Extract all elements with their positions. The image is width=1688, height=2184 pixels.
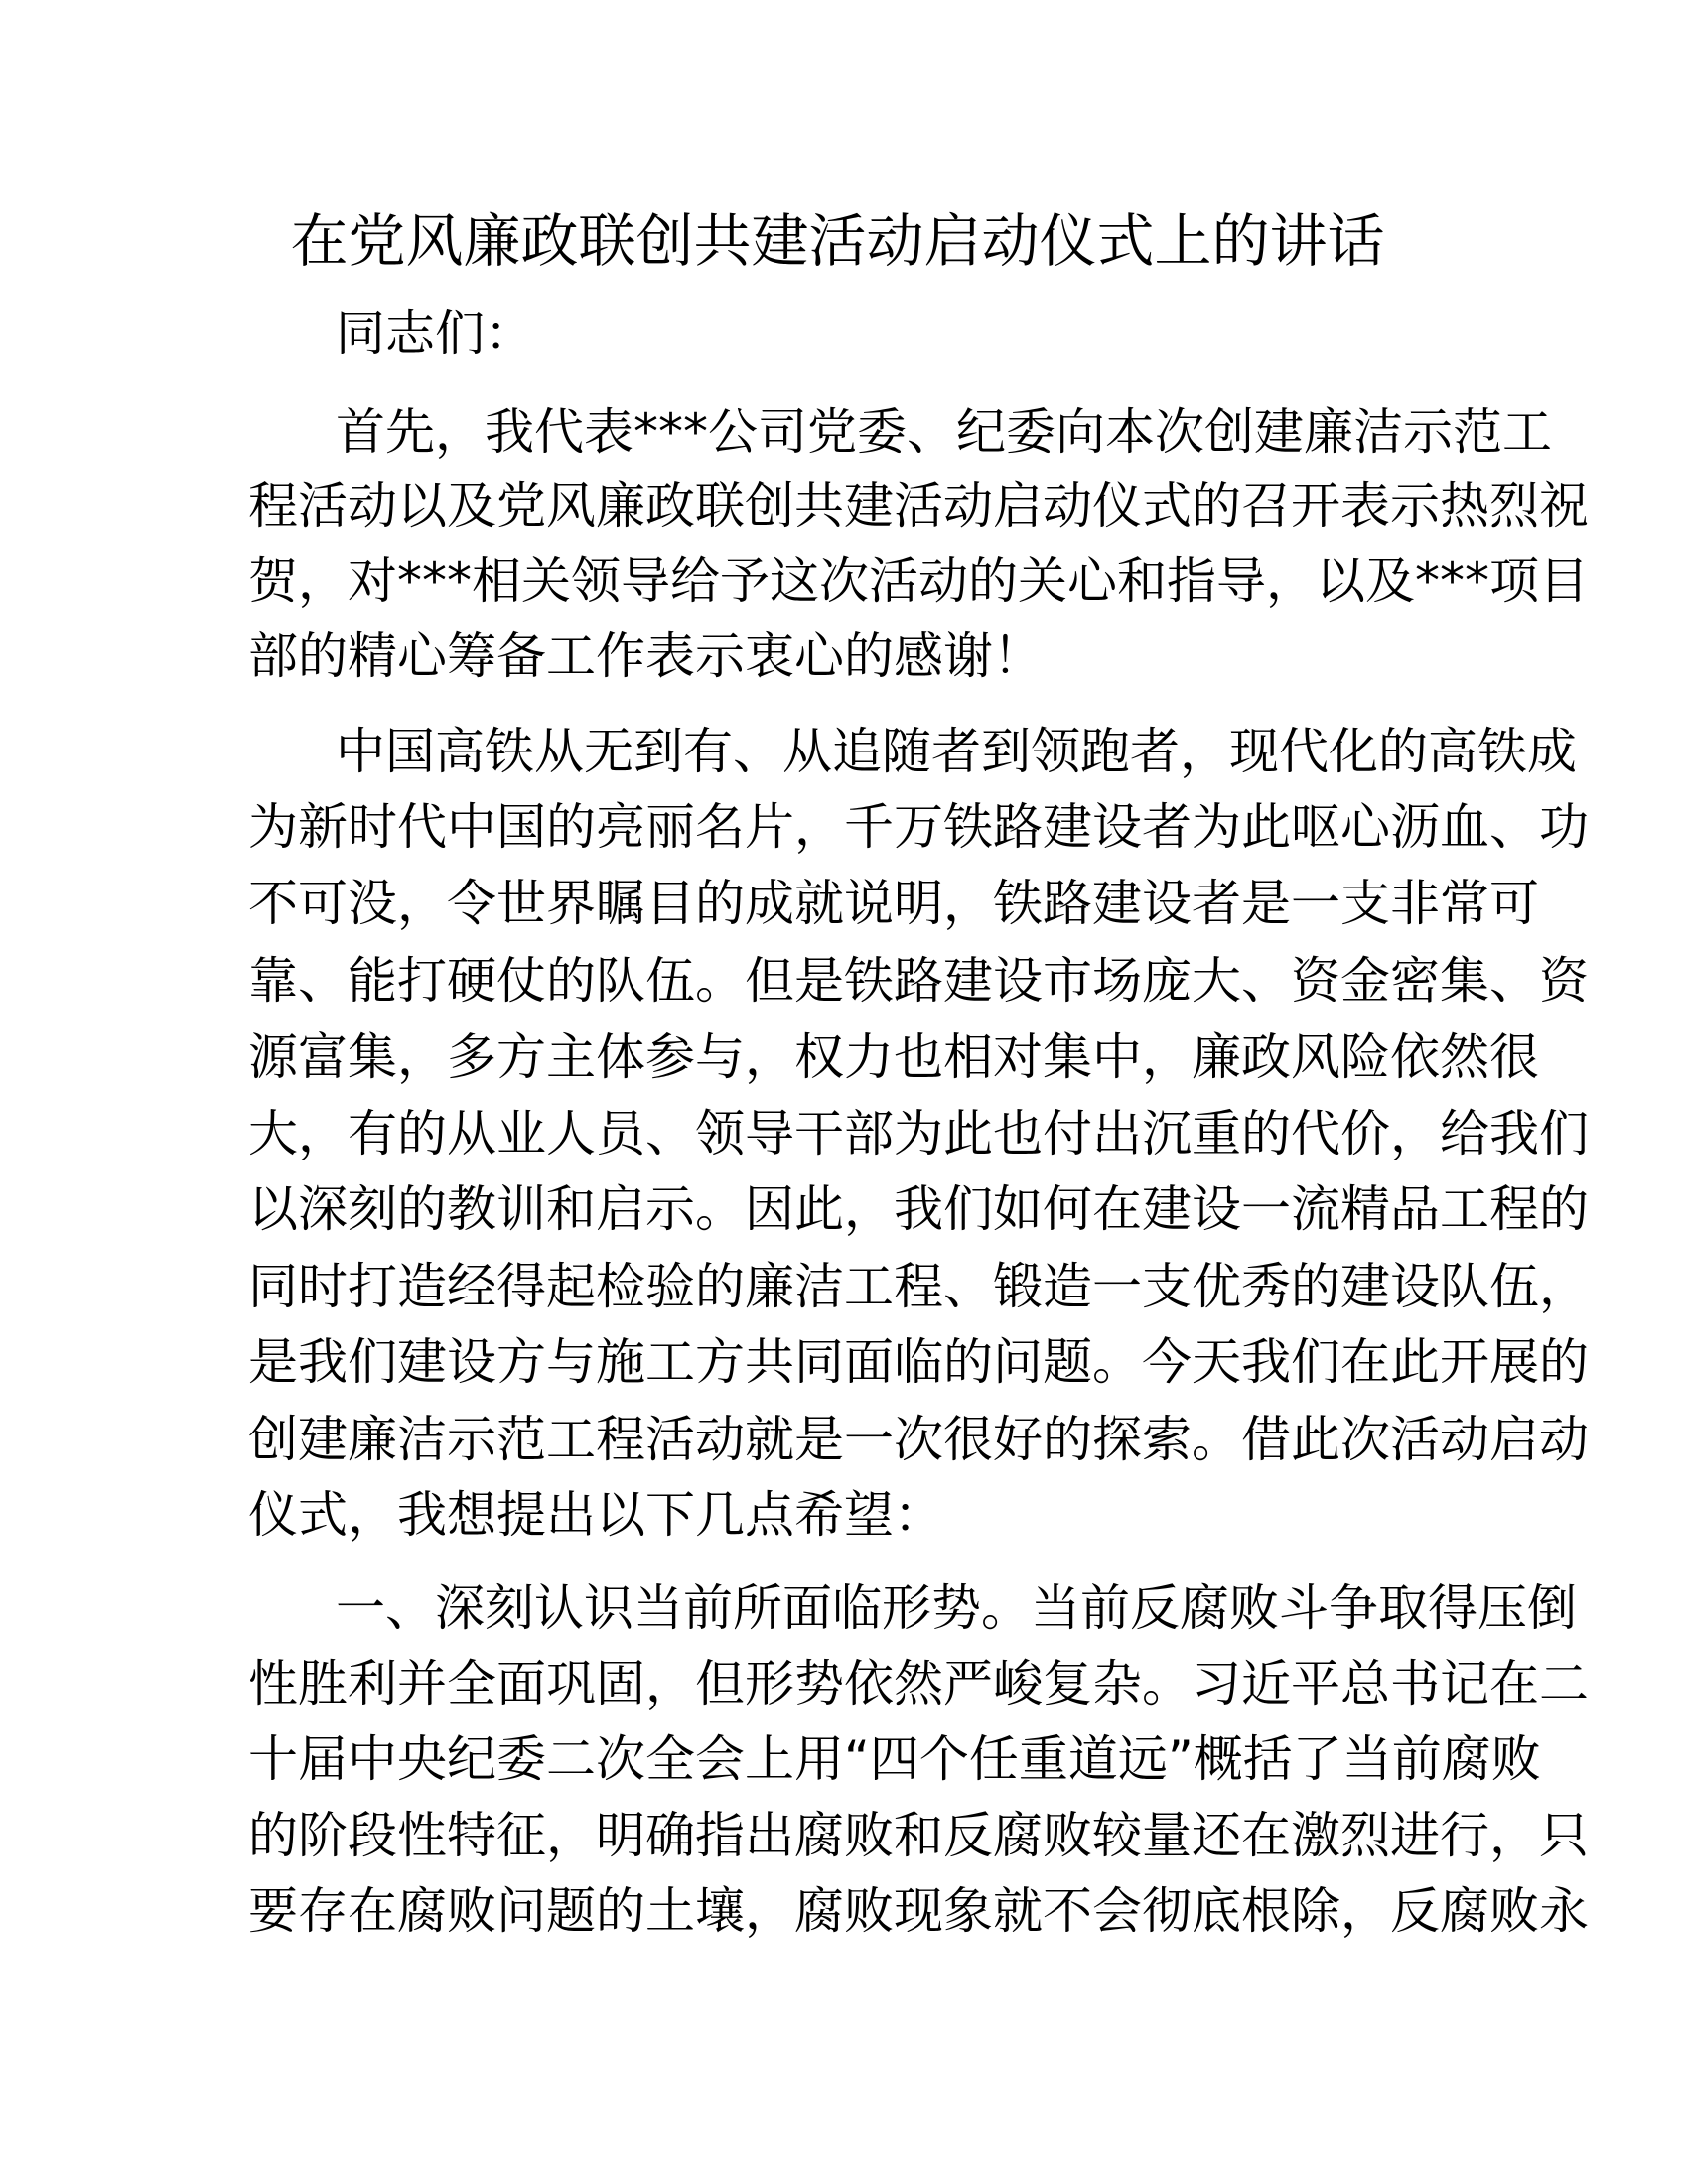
text-line: 创建廉洁示范工程活动就是一次很好的探索。借此次活动启动: [248, 1411, 1589, 1468]
page-title: 在党风廉政联创共建活动启动仪式上的讲话: [290, 207, 1385, 275]
text-line: 仪式，我想提出以下几点希望：: [248, 1486, 943, 1544]
text-line: 部的精心筹备工作表示衷心的感谢！: [248, 627, 1043, 685]
text-line: 十届中央纪委二次全会上用“四个任重道远”概括了当前腐败: [248, 1730, 1541, 1788]
text-line: 程活动以及党风廉政联创共建活动启动仪式的召开表示热烈祝: [248, 478, 1589, 535]
text-line: 的阶段性特征，明确指出腐败和反腐败较量还在激烈进行，只: [248, 1807, 1589, 1864]
text-line: 性胜利并全面巩固，但形势依然严峻复杂。习近平总书记在二: [248, 1655, 1589, 1712]
text-line: 要存在腐败问题的土壤，腐败现象就不会彻底根除，反腐败永: [248, 1882, 1589, 1940]
text-line: 同时打造经得起检验的廉洁工程、锻造一支优秀的建设队伍，: [248, 1258, 1589, 1315]
text-line: 大，有的从业人员、领导干部为此也付出沉重的代价，给我们: [248, 1105, 1589, 1162]
text-line: 靠、能打硬仗的队伍。但是铁路建设市场庞大、资金密集、资: [248, 952, 1589, 1010]
text-line: 是我们建设方与施工方共同面临的问题。今天我们在此开展的: [248, 1333, 1589, 1391]
salutation: 同志们：: [336, 305, 534, 362]
text-line: 源富集，多方主体参与，权力也相对集中，廉政风险依然很: [248, 1028, 1539, 1086]
text-line: 首先，我代表***公司党委、纪委向本次创建廉洁示范工: [336, 403, 1552, 461]
text-line: 为新时代中国的亮丽名片，千万铁路建设者为此呕心沥血、功: [248, 798, 1589, 856]
text-line: 中国高铁从无到有、从追随者到领跑者，现代化的高铁成: [336, 723, 1577, 780]
text-line: 贺，对***相关领导给予这次活动的关心和指导，以及***项目: [248, 552, 1589, 610]
text-line: 以深刻的教训和启示。因此，我们如何在建设一流精品工程的: [248, 1180, 1589, 1238]
text-line: 不可没，令世界瞩目的成就说明，铁路建设者是一支非常可: [248, 875, 1539, 932]
text-line: 一、深刻认识当前所面临形势。当前反腐败斗争取得压倒: [336, 1579, 1577, 1637]
